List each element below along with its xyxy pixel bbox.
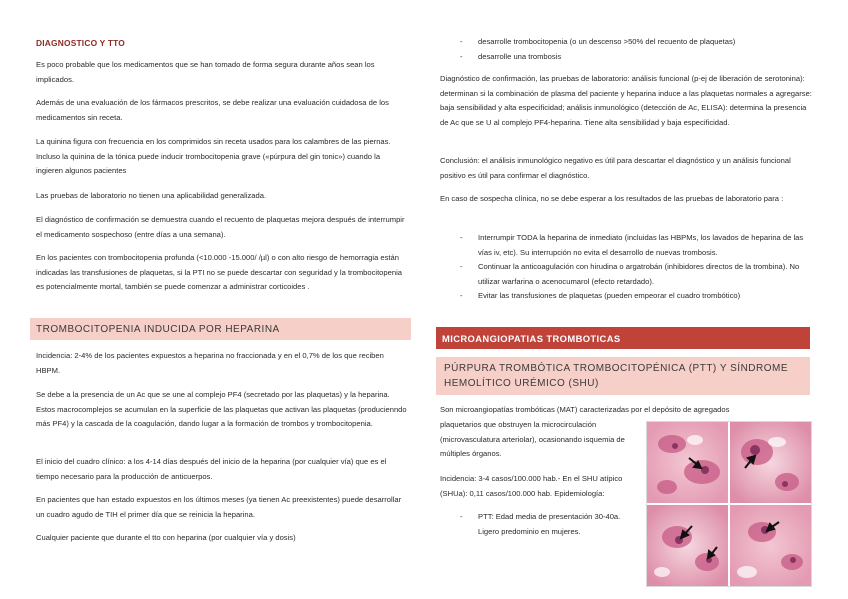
paragraph-5: El diagnóstico de confirmación se demuestra cuando el recuento de plaquetas mejora después de interrumpir el medicamento sospechoso (entre días a una semana). <box>36 215 405 239</box>
paragraph-3: La quinina figura con frecuencia en los comprimidos sin receta usados para los calambres de las piernas. Incluso la quinina de la tónica puede inducir trombocitopenia grave («púrpura del gin tonic») cuando la ingieren algunos pacientes <box>36 137 391 176</box>
paragraph-7: Incidencia: 2-4% de los pacientes expuestos a heparina no fraccionada y en el 0,7% de los que reciben HBPM. <box>36 351 384 375</box>
paragraph-diagnostico-confirmacion: Diagnóstico de confirmación, las pruebas de laboratorio: análisis funcional (p-ej de liberación de serotonina): determinan si la combinación de plasma del paciente y heparina induce a las plaquetas normales a agregarse: baja sensibilidad y alta especificidad; análisis inmunológico (detección de Ac, ELISA): determina la presencia de Ac que se U al complejo PF4-heparina. Tiene alta sensibilidad y baja especificidad. <box>440 74 812 127</box>
list-item: - desarrolle una trombosis <box>460 50 810 65</box>
top-bullet-list <box>460 35 810 64</box>
paragraph-sospecha: En caso de sospecha clínica, no se debe esperar a los resultados de las pruebas de laboratorio para : <box>440 194 784 203</box>
histology-micrograph <box>646 421 812 587</box>
list-item: - PTT: Edad media de presentación 30-40a. Ligero predominio en mujeres. <box>460 510 640 539</box>
paragraph-incidencia: Incidencia: 3-4 casos/100.000 hab.- En el SHU atípico (SHUa): 0,11 casos/100.000 hab. Epidemiología: <box>440 474 623 498</box>
paragraph-microangiopatias-rest: plaquetarios que obstruyen la microcirculación (microvasculatura arteriolar), ocasionando isquemia de múltiples órganos. <box>440 420 625 459</box>
paragraph-9: El inicio del cuadro clínico: a los 4-14 días después del inicio de la heparina (por cualquier vía) que es el tiempo necesario para la producción de anticuerpos. <box>36 457 387 481</box>
list-item: - desarrolle trombocitopenia (o un descenso >50% del recuento de plaquetas) <box>460 35 810 50</box>
paragraph-1: Es poco probable que los medicamentos que se han tomado de forma segura durante años sean los implicados. <box>36 60 375 84</box>
paragraph-microangiopatias-lead: Son microangiopatías trombóticas (MAT) caracterizadas por el depósito de agregados <box>440 405 730 414</box>
paragraph-6: En los pacientes con trombocitopenia profunda (<10.000 -15.000/ /µl) o con alto riesgo de hemorragia están indicadas las transfusiones de plaquetas, si la PTI no se puede descartar con seguridad y la trombocitopenia es potencialmente mortal, también se puede comenzar a administrar corticoides . <box>36 253 402 292</box>
paragraph-10: En pacientes que han estado expuestos en los últimos meses (ya tienen Ac preexistentes) puede desarrollar un cuadro agudo de TIH el primer día que se reinicia la heparina. <box>36 495 402 519</box>
list-item: - Continuar la anticoagulación con hirudina o argatrobán (inhibidores directos de la trombina). No utilizar warfarina o acenocumarol (efecto retardado). <box>460 260 810 289</box>
ptt-bullet-list <box>460 510 640 539</box>
section-band-heparina: TROMBOCITOPENIA INDUCIDA POR HEPARINA <box>30 318 411 340</box>
section-heading-diagnostico: DIAGNOSTICO Y TTO <box>36 38 126 48</box>
section-band-microangiopatias: MICROANGIOPATIAS TROMBOTICAS <box>436 327 810 349</box>
paragraph-4: Las pruebas de laboratorio no tienen una aplicabilidad generalizada. <box>36 191 267 200</box>
paragraph-2: Además de una evaluación de los fármacos prescritos, se debe realizar una evaluación cuidadosa de los medicamentos sin receta. <box>36 98 389 122</box>
action-bullet-list <box>460 231 810 304</box>
micrograph-panels <box>647 422 811 586</box>
list-item: - Interrumpir TODA la heparina de inmediato (incluidas las HBPMs, los lavados de heparina de las vías iv, etc). Su interrupción no evita el desarrollo de nuevas trombosis. <box>460 231 810 260</box>
subsection-band-ptt-shu: PÚRPURA TROMBÓTICA TROMBOCITOPÉNICA (PTT) Y SÍNDROME HEMOLÍTICO URÉMICO (SHU) <box>436 357 810 395</box>
list-item: - Evitar las transfusiones de plaquetas (pueden empeorar el cuadro trombótico) <box>460 289 810 304</box>
paragraph-11: Cualquier paciente que durante el tto con heparina (por cualquier vía y dosis) <box>36 533 296 542</box>
paragraph-conclusion: Conclusión: el análisis inmunológico negativo es útil para descartar el diagnóstico y un análisis funcional positivo es útil para confirmar el diagnóstico. <box>440 156 791 180</box>
paragraph-8: Se debe a la presencia de un Ac que se une al complejo PF4 (secretado por las plaquetas) y la heparina. Estos macrocomplejos se acumulan en la superficie de las plaquetas que activan las plaquetas (producienndo más PF4) y la cascada de la coagulación, dando lugar a la formación de trombos y trombocitopenia. <box>36 390 407 429</box>
